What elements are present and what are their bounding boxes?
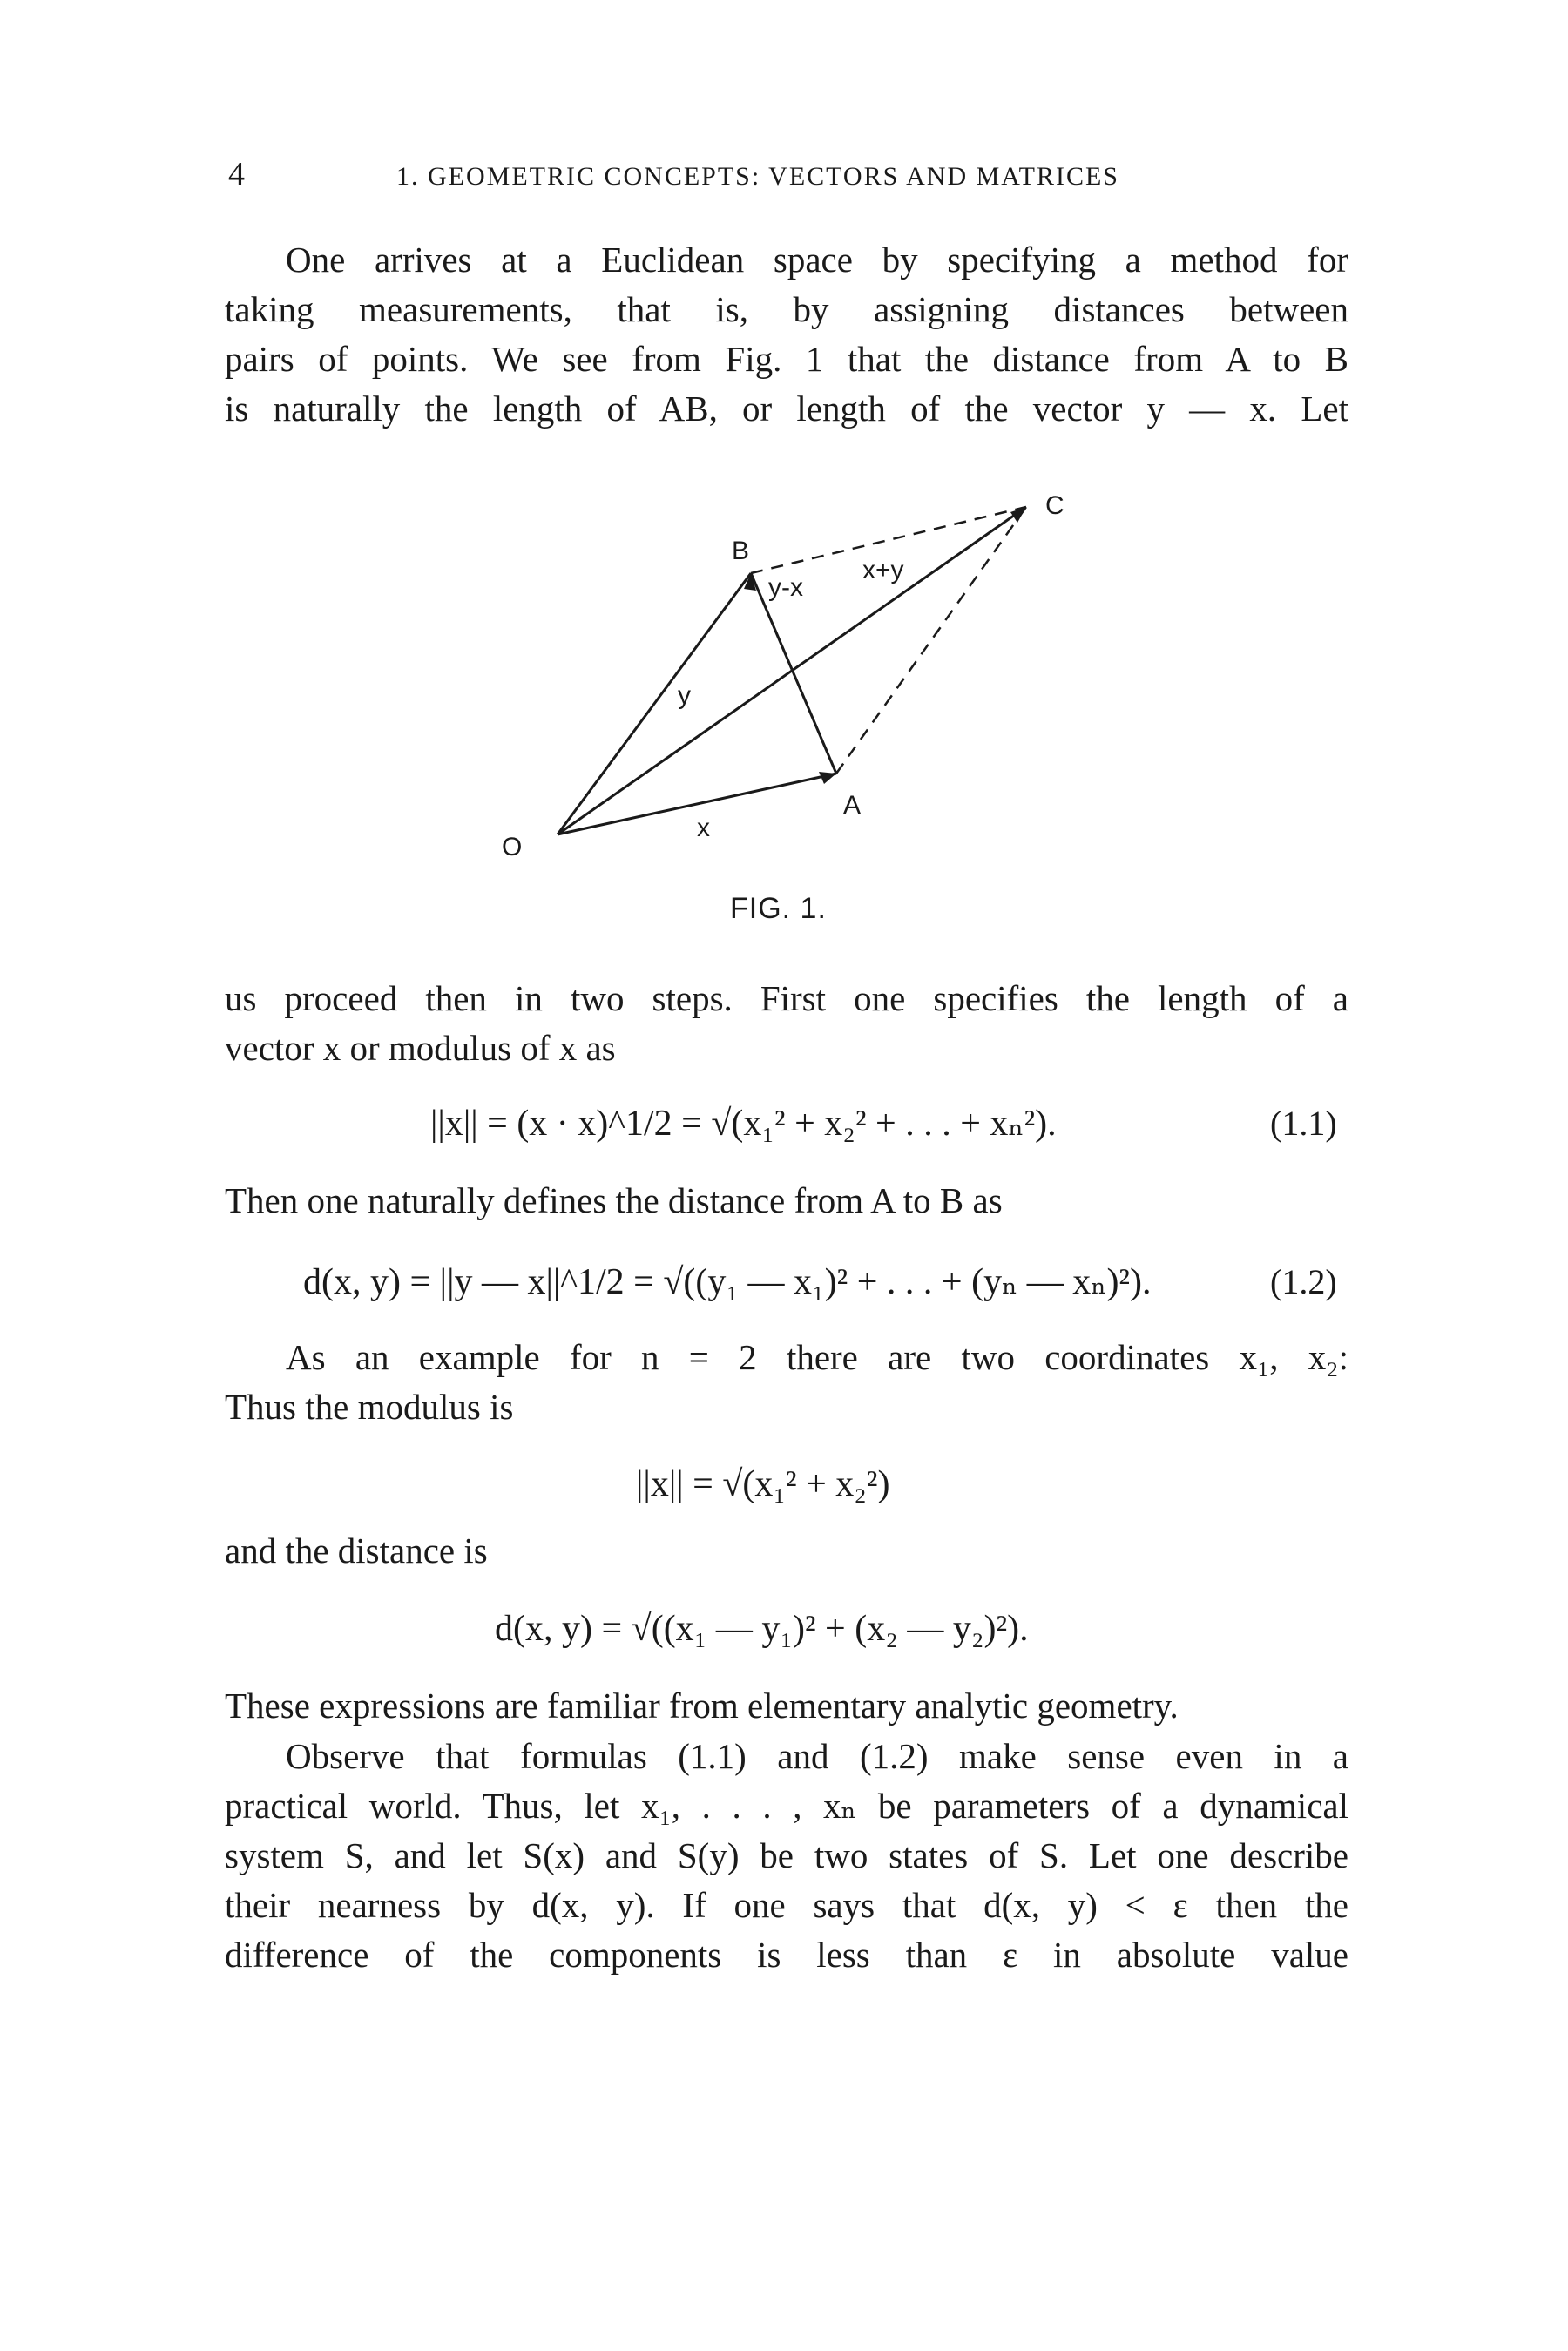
label-point-c: C	[1045, 491, 1064, 520]
text-line: pairs of points. We see from Fig. 1 that the distance from A to B	[225, 339, 1348, 379]
label-point-a: A	[843, 791, 862, 820]
text-line: us proceed then in two steps. First one specifies the length of a	[225, 978, 1348, 1018]
equation-label-1-2: (1.2)	[1270, 1262, 1337, 1301]
text-line: These expressions are familiar from elementary analytic geometry.	[225, 1686, 1179, 1726]
text-line: and the distance is	[225, 1530, 488, 1571]
label-origin: O	[502, 833, 523, 861]
paragraph-distance	[225, 1176, 1348, 1226]
figure-caption: FIG. 1.	[730, 892, 827, 925]
paragraph-example	[225, 1333, 1348, 1432]
label-vector-x: x	[697, 814, 710, 842]
paragraph-intro	[225, 235, 1348, 434]
label-vector-y: y	[678, 681, 691, 710]
label-point-b: B	[732, 537, 750, 565]
label-vector-x-plus-y: x+y	[862, 556, 904, 584]
text-line: is naturally the length of AB, or length of the vector y — x. Let	[225, 388, 1348, 429]
label-vector-y-minus-x: y-x	[768, 573, 803, 602]
page-number: 4	[228, 156, 245, 193]
text-line: Then one naturally defines the distance from A to B as	[225, 1180, 1003, 1220]
text-line: practical world. Thus, let x₁, . . . , xₙ be parameters of a dynamical	[225, 1786, 1348, 1826]
paragraph-modulus	[225, 974, 1348, 1073]
text-line: One arrives at a Euclidean space by specifying a method for	[286, 240, 1348, 280]
paragraph-and-distance	[225, 1526, 1348, 1576]
vector-y-line	[558, 573, 751, 834]
text-line: Thus the modulus is	[225, 1387, 514, 1427]
text-line: their nearness by d(x, y). If one says that d(x, y) < ε then the	[225, 1885, 1348, 1925]
text-line: difference of the components is less than ε in absolute value	[225, 1935, 1348, 1975]
equation-1-2: d(x, y) = ||y — x||^1/2 = √((y₁ — x₁)² + . . . + (yₙ — xₙ)²).	[303, 1262, 1152, 1302]
text-line: Observe that formulas (1.1) and (1.2) make sense even in a	[286, 1736, 1348, 1776]
equation-distance-example: d(x, y) = √((x₁ — y₁)² + (x₂ — y₂)²).	[495, 1609, 1029, 1649]
equation-label-1-1: (1.1)	[1270, 1104, 1337, 1143]
running-head: 1. GEOMETRIC CONCEPTS: VECTORS AND MATRICES	[396, 162, 1119, 191]
paragraph-practical	[225, 1732, 1348, 1980]
text-line: As an example for n = 2 there are two coordinates x₁, x₂:	[286, 1337, 1348, 1377]
text-line: vector x or modulus of x as	[225, 1028, 616, 1068]
text-line: taking measurements, that is, by assigning distances between	[225, 289, 1348, 329]
equation-1-1: ||x|| = (x · x)^1/2 = √(x₁² + x₂² + . . . + xₙ²).	[430, 1104, 1057, 1144]
text-line: system S, and let S(x) and S(y) be two states of S. Let one describe	[225, 1835, 1348, 1875]
equation-modulus-example: ||x|| = √(x₁² + x₂²)	[636, 1464, 890, 1504]
vector-parallelogram-figure	[488, 470, 1098, 880]
arrowhead-a	[819, 772, 836, 784]
vector-y-minus-x-line	[751, 573, 836, 774]
dashed-side-ac	[836, 507, 1026, 774]
paragraph-familiar	[225, 1681, 1348, 1731]
